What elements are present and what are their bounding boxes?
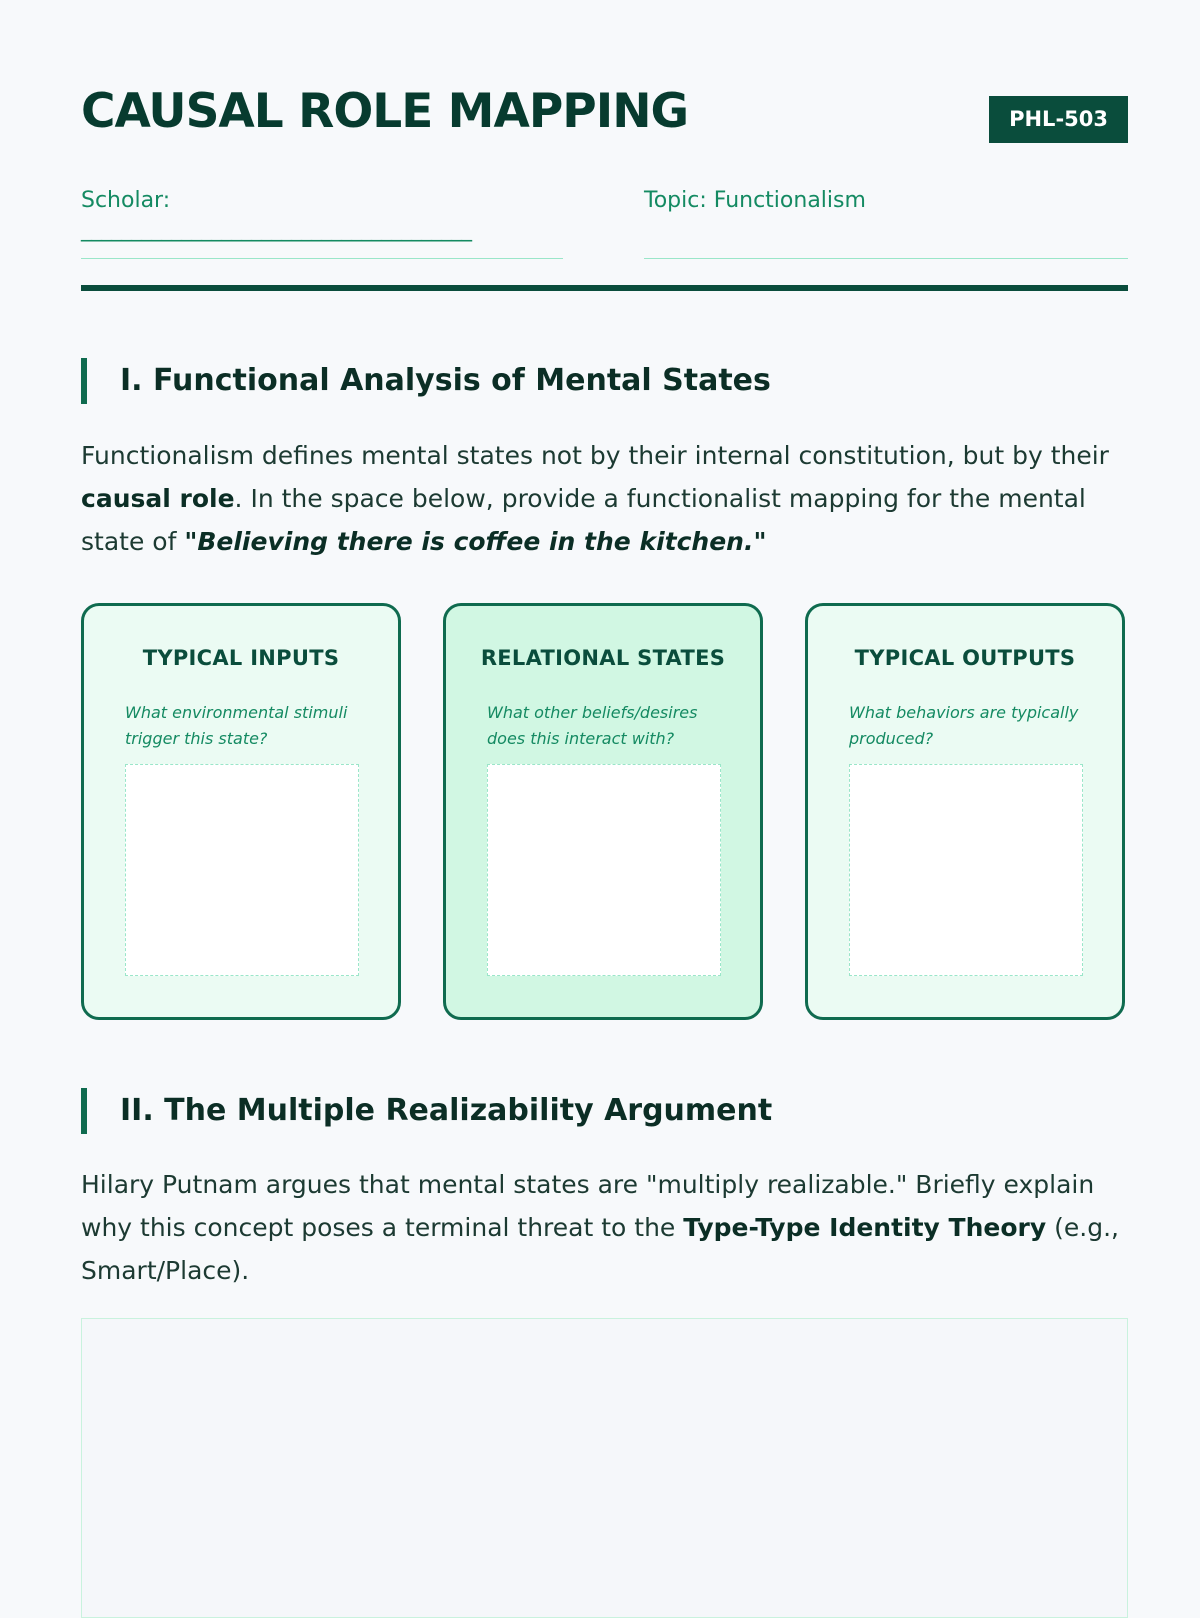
inputs-answer-box[interactable] [125,764,359,976]
card-title: TYPICAL INPUTS [142,646,340,670]
card-title: TYPICAL OUTPUTS [854,646,1076,670]
scholar-field[interactable] [81,184,563,259]
topic-field [644,184,1128,259]
section-1-text-b: . In the space below, provide a functionalist mapping for the mental state of [81,484,1086,556]
card-relational-states [443,603,763,1020]
section-2-title: II. The Multiple Realizability Argument [120,1093,773,1128]
section-2-instructions [81,1163,1128,1292]
page-title: CAUSAL ROLE MAPPING [81,84,689,139]
card-prompt: What other beliefs/desires does this interact with? [487,703,698,748]
card-typical-outputs [805,603,1125,1020]
relational-answer-box[interactable] [487,764,721,976]
card-typical-inputs [81,603,401,1020]
section-2-heading [81,1088,772,1134]
card-prompt: What environmental stimuli trigger this state? [125,703,348,748]
section-2-text-a: Hilary Putnam argues that mental states are "multiply realizable." Briefly explain why this concept poses a terminal threat to the [81,1170,1095,1242]
causal-role-cards [81,603,1128,1020]
section-1-instructions [81,434,1128,563]
card-prompt: What behaviors are typically produced? [849,703,1079,748]
outputs-answer-box[interactable] [849,764,1083,976]
section-1-text-a: Functionalism defines mental states not by their internal constitution, but by their [81,441,1109,470]
section-1-bold-term: causal role [81,484,235,513]
scholar-blank-line: _______________________________________ [81,217,471,242]
header [81,80,1128,140]
mental-state-quote: "Believing there is coffee in the kitchen." [184,527,767,556]
section-2-bold-term: Type-Type Identity Theory [683,1213,1047,1242]
section-1-heading [81,358,771,404]
course-code-badge: PHL-503 [989,96,1128,143]
scholar-label: Scholar: [81,188,171,213]
meta-fields [81,184,1128,259]
header-divider [81,285,1128,291]
section-2-text-b: (e.g., Smart/Place). [81,1213,1119,1285]
card-title: RELATIONAL STATES [480,646,726,670]
essay-answer-area[interactable] [81,1318,1128,1618]
section-1-title: I. Functional Analysis of Mental States [120,363,771,398]
topic-label: Topic: Functionalism [644,188,866,213]
